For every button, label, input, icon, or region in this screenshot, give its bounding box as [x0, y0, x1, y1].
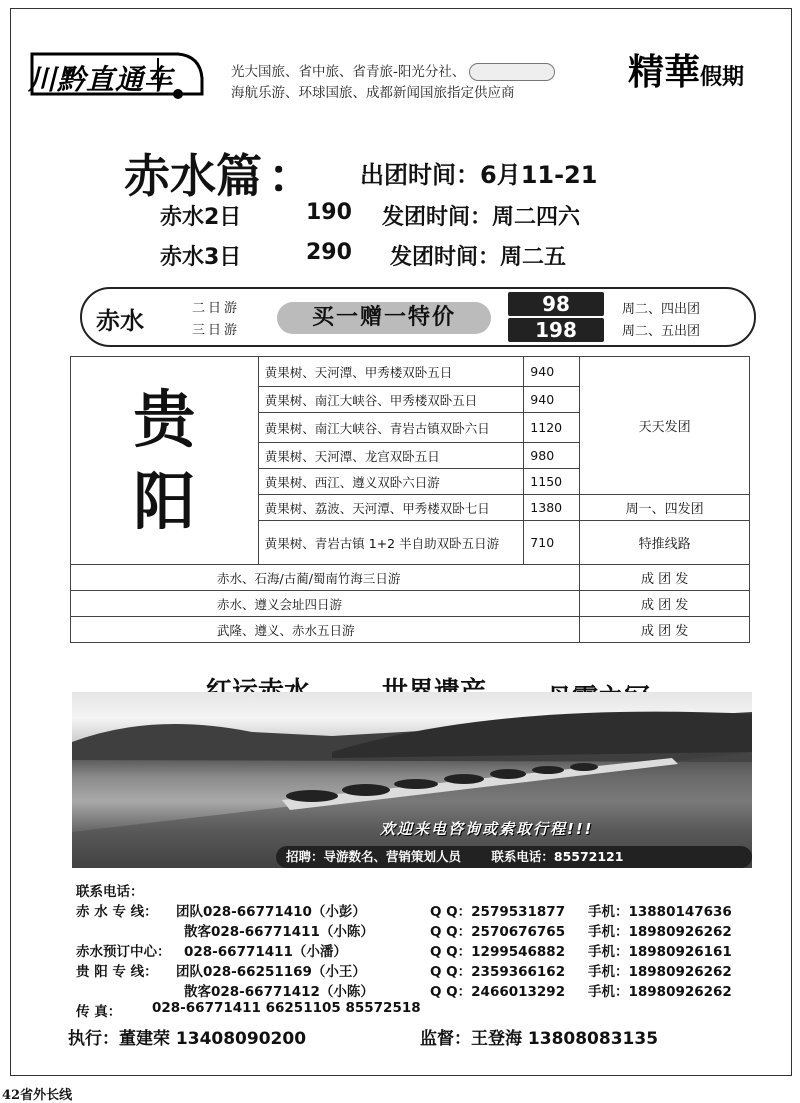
extra-dep-cell: 成 团 发 — [580, 565, 750, 591]
dep-mon-thu: 周一、四发团 — [580, 495, 750, 521]
table-row — [71, 617, 750, 643]
extra-dep-cell: 成 团 发 — [580, 591, 750, 617]
extra-route-cell: 赤水、遵义会址四日游 — [71, 591, 580, 617]
route-cell: 黄果树、南江大峡谷、青岩古镇双卧六日 — [258, 413, 524, 443]
page-footer: 42省外长线 — [2, 1088, 73, 1103]
route-cell: 黄果树、青岩古镇 1+2 半自助双卧五日游 — [258, 521, 524, 565]
contact-heading: 联系电话： — [76, 884, 144, 900]
promo-dep-2: 周二、四出团 — [622, 302, 701, 317]
fax-numbers: 028-66771411 66251105 85572518 — [152, 1000, 421, 1016]
dep-special: 特推线路 — [580, 521, 750, 565]
contact-who: 团队028-66771410（小彭） — [176, 904, 366, 920]
brand-logo — [628, 44, 744, 95]
guiyang-table — [70, 356, 750, 643]
depart-period: 出团时间：6月11-21 — [360, 161, 598, 189]
line-price: 190 — [306, 200, 352, 225]
table-row — [71, 591, 750, 617]
partner-logo — [469, 63, 555, 81]
promo-trip-3: 三日游 — [192, 323, 241, 338]
brand-name: 精華 — [628, 51, 701, 93]
brand-suffix: 假期 — [700, 65, 745, 90]
fax-label: 传 真： — [76, 1004, 122, 1020]
contact-qq: Q Q：2579531877 — [430, 904, 566, 920]
contact-mobile: 手机：18980926161 — [588, 944, 732, 960]
agency-list — [231, 62, 555, 104]
agencies-line-2: 海航乐游、环球国旅、成都新闻国旅指定供应商 — [231, 85, 515, 101]
promo-name: 赤水 — [96, 307, 144, 335]
scenic-photo — [72, 692, 752, 868]
contact-label: 赤 水 专 线： — [76, 904, 158, 920]
table-row — [71, 357, 750, 387]
supervisor-contact: 监督：王登海 13808083135 — [420, 1029, 659, 1049]
chishui-line-3day — [160, 240, 660, 270]
line-name: 赤水3日 — [160, 245, 242, 270]
contact-qq: Q Q：2570676765 — [430, 924, 566, 940]
chishui-line-2day — [160, 200, 660, 230]
promo-price-3: 198 — [508, 318, 604, 342]
contact-who: 散客028-66771411（小陈） — [184, 924, 374, 940]
price-cell: 1120 — [524, 413, 580, 443]
price-cell: 710 — [524, 521, 580, 565]
promo-price-2: 98 — [508, 292, 604, 316]
promo-dep-3: 周二、五出团 — [622, 324, 701, 339]
line-depart: 发团时间：周二四六 — [382, 205, 581, 230]
extra-route-cell: 武隆、遵义、赤水五日游 — [71, 617, 580, 643]
route-cell: 黄果树、荔波、天河潭、甲秀楼双卧七日 — [258, 495, 524, 521]
promo-banner: 买一赠一特价 — [277, 302, 491, 334]
contact-who: 团队028-66251169（小王） — [176, 964, 366, 980]
contact-qq: Q Q：2359366162 — [430, 964, 566, 980]
welcome-text: 欢迎来电咨询或索取行程!!! — [380, 820, 594, 838]
guiyang-title — [71, 357, 259, 565]
contact-qq: Q Q：2466013292 — [430, 984, 566, 1000]
chishui-title — [124, 140, 314, 206]
fax-row — [76, 1000, 766, 1020]
contact-mobile: 手机：18980926262 — [588, 984, 732, 1000]
line-price: 290 — [306, 240, 352, 265]
contact-mobile: 手机：18980926262 — [588, 924, 732, 940]
price-cell: 940 — [524, 357, 580, 387]
section-title: 赤水篇 — [124, 149, 262, 203]
route-cell: 黄果树、南江大峡谷、甲秀楼双卧五日 — [258, 387, 524, 413]
extra-dep-cell: 成 团 发 — [580, 617, 750, 643]
contact-row — [76, 900, 766, 920]
route-cell: 黄果树、西江、遵义双卧六日游 — [258, 469, 524, 495]
title-colon: ： — [268, 149, 314, 203]
title-char: 贵 — [133, 382, 196, 456]
title-char: 阳 — [133, 464, 196, 538]
recruit-text: 招聘：导游数名、营销策划人员 — [286, 849, 462, 864]
contact-row — [76, 940, 766, 960]
contact-qq: Q Q：1299546882 — [430, 944, 566, 960]
route-cell: 黄果树、天河潭、龙宫双卧五日 — [258, 443, 524, 469]
contact-who: 028-66771411（小潘） — [184, 944, 347, 960]
promo-box — [80, 287, 756, 347]
contact-label: 贵 阳 专 线： — [76, 964, 158, 980]
contact-row — [76, 960, 766, 980]
contact-mobile: 手机：18980926262 — [588, 964, 732, 980]
line-depart: 发团时间：周二五 — [390, 245, 567, 270]
agencies-line-1: 光大国旅、省中旅、省青旅-阳光分社、 — [231, 64, 466, 80]
contact-label: 赤水预订中心： — [76, 944, 171, 960]
logo-text: 川黔直通车 — [28, 63, 174, 96]
line-name: 赤水2日 — [160, 205, 242, 230]
price-cell: 980 — [524, 443, 580, 469]
price-cell: 1380 — [524, 495, 580, 521]
contact-row — [76, 980, 766, 1000]
exec-contact: 执行：董建荣 13408090200 — [68, 1029, 307, 1049]
route-cell: 黄果树、天河潭、甲秀楼双卧五日 — [258, 357, 524, 387]
extra-route-cell: 赤水、石海/古蔺/蜀南竹海三日游 — [71, 565, 580, 591]
contact-list — [76, 880, 766, 1020]
contact-who: 散客028-66771412（小陈） — [184, 984, 374, 1000]
dep-daily: 天天发团 — [580, 357, 750, 495]
price-cell: 940 — [524, 387, 580, 413]
price-cell: 1150 — [524, 469, 580, 495]
company-logo — [28, 50, 204, 100]
river-boats-image — [72, 692, 752, 868]
contact-row — [76, 920, 766, 940]
recruit-bar — [276, 846, 752, 868]
promo-trip-2: 二日游 — [192, 301, 241, 316]
contact-mobile: 手机：13880147636 — [588, 904, 732, 920]
recruit-phone: 联系电话：85572121 — [491, 849, 624, 864]
table-row — [71, 565, 750, 591]
